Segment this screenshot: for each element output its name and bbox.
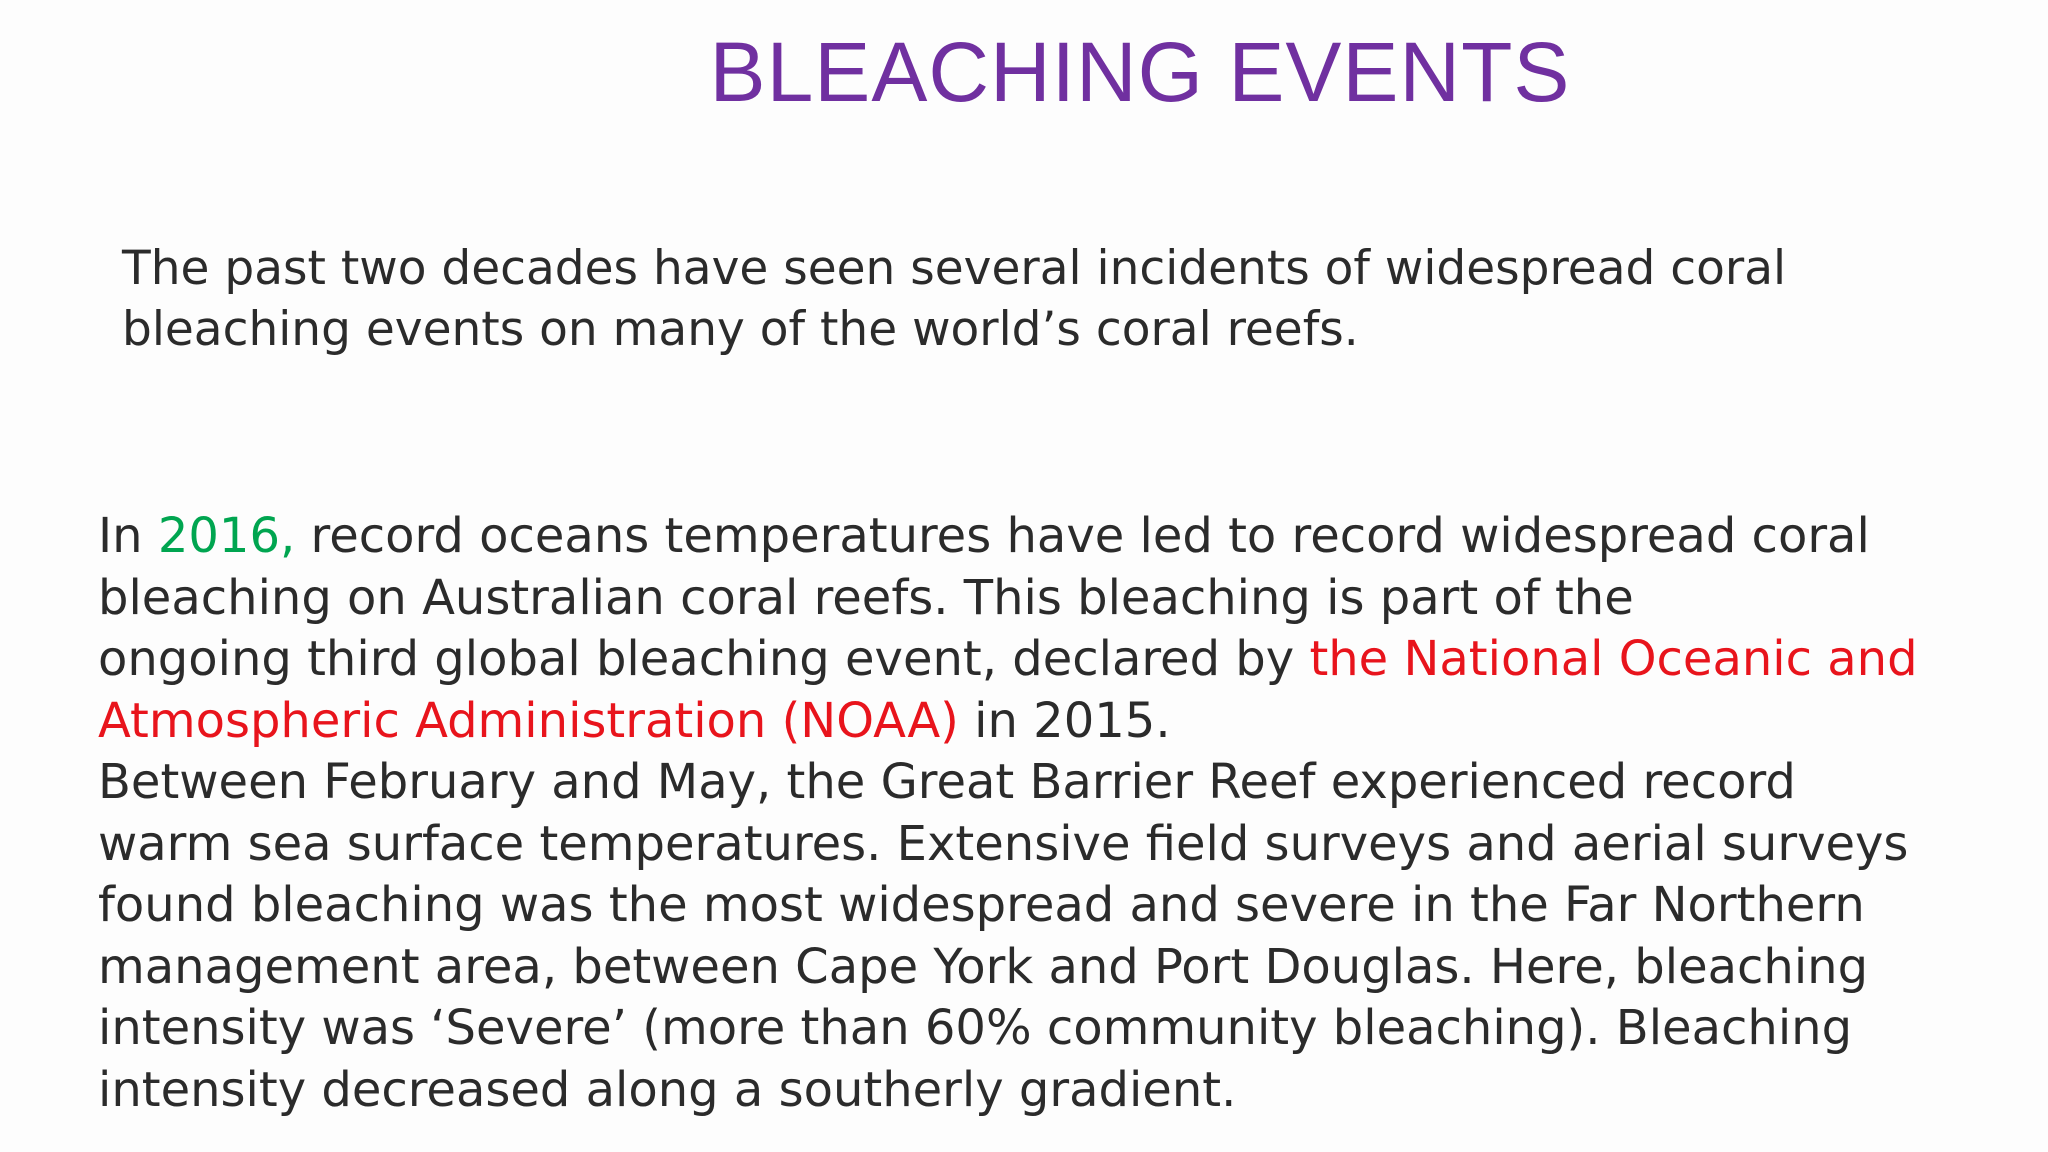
body-line-5: Between February and May, the Great Barrier Reef experienced record [98,754,1796,810]
body-line-1-prefix: In [98,508,158,564]
body-line-6: warm sea surface temperatures. Extensive field surveys and aerial surveys [98,815,1909,872]
body-line-4 [98,691,1998,753]
body-line-2: bleaching on Australian coral reefs. This bleaching is part of the [98,569,1634,626]
agency-highlight-part-1: the National Oceanic and [1309,631,1918,687]
body-paragraph [98,506,1998,1121]
body-line-1-suffix: record oceans temperatures have led to record widespread coral [295,508,1870,564]
body-line-9: intensity was ‘Severe’ (more than 60% community bleaching). Bleaching [98,1000,1853,1056]
body-line-10: intensity decreased along a southerly gradient. [98,1061,1237,1118]
slide-title: BLEACHING EVENTS [709,25,1571,119]
body-line-8: management area, between Cape York and Port Douglas. Here, bleaching [98,938,1869,995]
year-highlight: 2016, [157,508,296,564]
body-line-4-suffix: in 2015. [958,692,1171,749]
body-line-1 [98,506,1998,568]
agency-highlight-part-2: Atmospheric Administration (NOAA) [98,692,959,749]
intro-paragraph [122,238,1922,360]
intro-line-1: The past two decades have seen several incidents of widespread coral [122,241,1787,296]
body-line-3-prefix: ongoing third global bleaching event, declared by [98,631,1310,687]
intro-line-2: bleaching events on many of the world’s coral reefs. [122,302,1359,357]
body-line-3 [98,629,1998,691]
body-line-7: found bleaching was the most widespread and severe in the Far Northern [98,877,1865,933]
